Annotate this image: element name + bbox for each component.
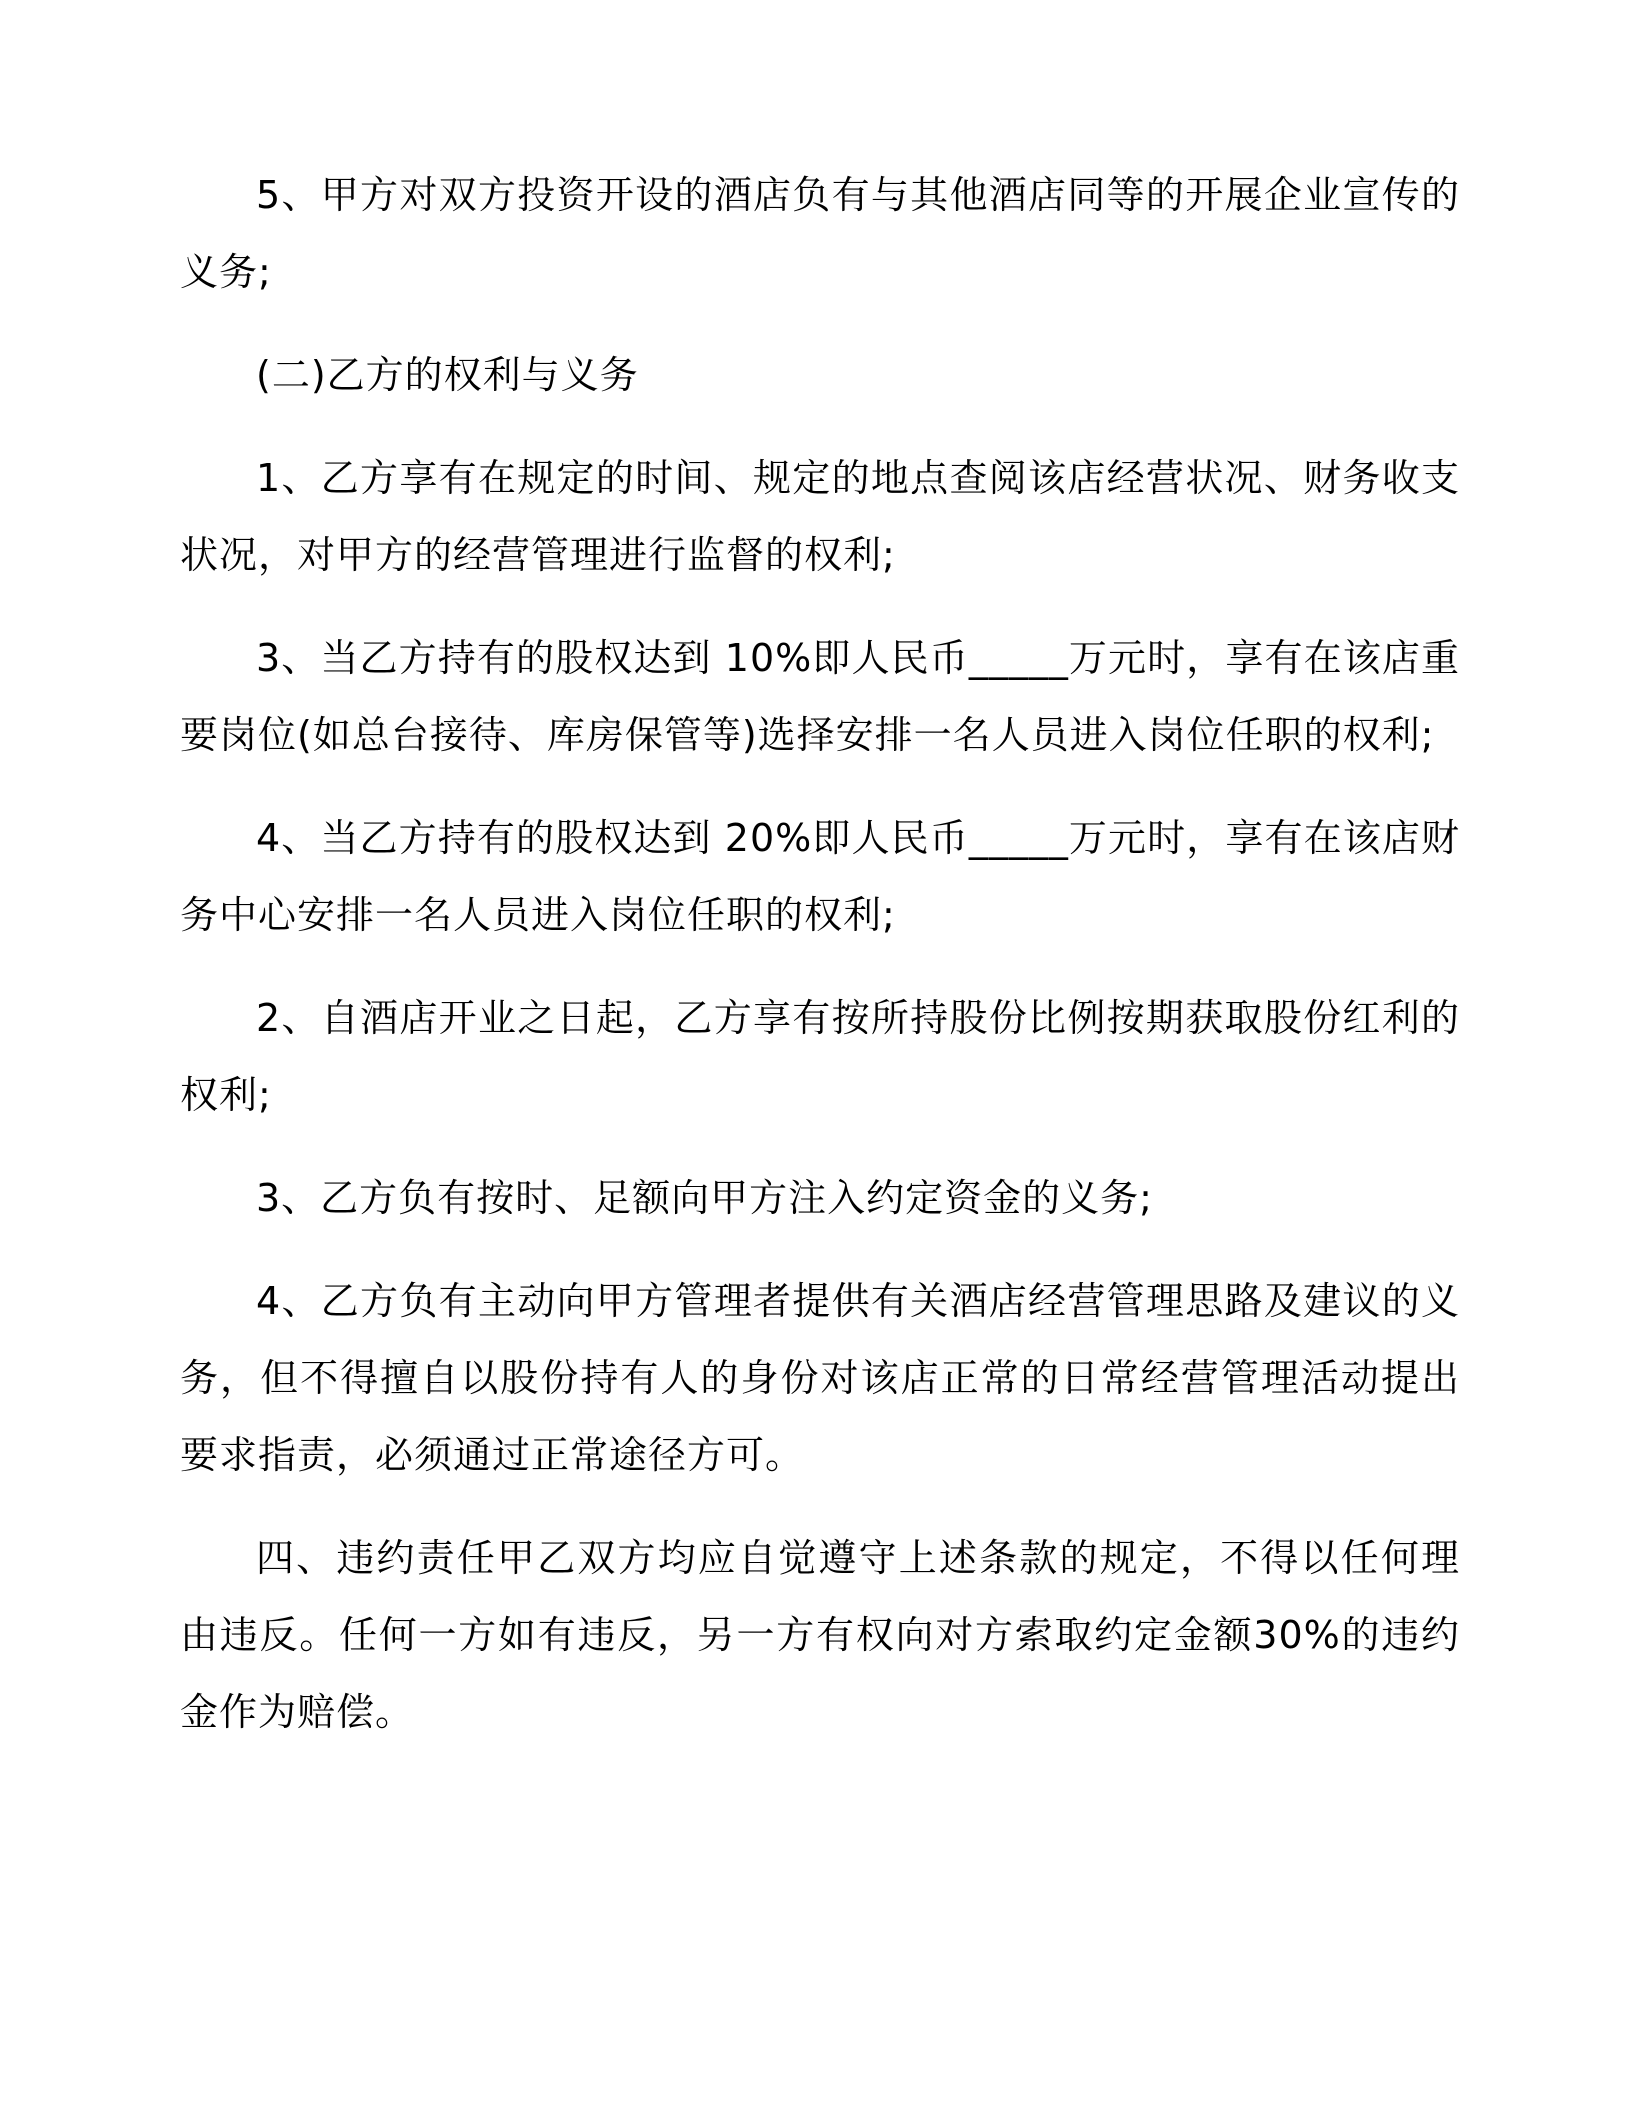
- clause-3-ten-percent-equity-right: 3、当乙方持有的股权达到 10%即人民币_____万元时，享有在该店重要岗位(如总台接待、库房保管等)选择安排一名人员进入岗位任职的权利;: [180, 636, 1460, 757]
- section-heading-party-b-rights-obligations: (二)乙方的权利与义务: [256, 353, 639, 397]
- clause-4-twenty-percent-equity-right: 4、当乙方持有的股权达到 20%即人民币_____万元时，享有在该店财务中心安排一名人员进入岗位任职的权利;: [180, 816, 1460, 937]
- section-4-breach-liability: 四、违约责任甲乙双方均应自觉遵守上述条款的规定，不得以任何理由违反。任何一方如有违反，另一方有权向对方索取约定金额30%的违约金作为赔偿。: [180, 1536, 1460, 1734]
- clause-2-dividend-right: 2、自酒店开业之日起，乙方享有按所持股份比例按期获取股份红利的权利;: [180, 996, 1460, 1117]
- contract-text-body: [180, 157, 1460, 1751]
- clause-5-party-a-promotion-obligation: 5、甲方对双方投资开设的酒店负有与其他酒店同等的开展企业宣传的义务;: [180, 173, 1460, 294]
- clause-4-management-advice-obligation: 4、乙方负有主动向甲方管理者提供有关酒店经营管理思路及建议的义务，但不得擅自以股份持有人的身份对该店正常的日常经营管理活动提出要求指责，必须通过正常途径方可。: [180, 1279, 1460, 1477]
- clause-3-capital-injection-obligation: 3、乙方负有按时、足额向甲方注入约定资金的义务;: [256, 1176, 1153, 1220]
- clause-1-party-b-inspection-right: 1、乙方享有在规定的时间、规定的地点查阅该店经营状况、财务收支状况，对甲方的经营管理进行监督的权利;: [180, 456, 1460, 577]
